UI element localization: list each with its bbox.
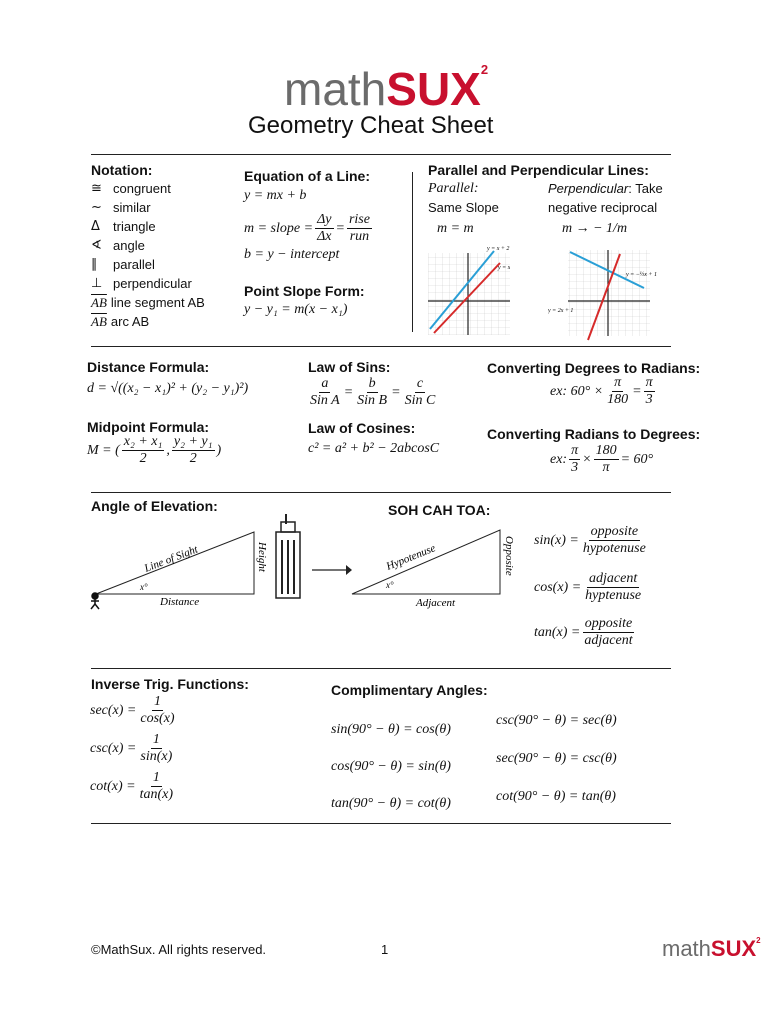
- line-equation-heading: Equation of a Line:: [244, 168, 370, 184]
- opposite-label: Opposite: [503, 536, 515, 576]
- deg-rad-eq: ex: 60° × $\frac{\pi}{180}$ = $\frac{\pi}{3}$: [550, 375, 653, 407]
- parallel-perp-heading: Parallel and Perpendicular Lines:: [428, 162, 649, 178]
- notation-heading: Notation:: [91, 162, 153, 178]
- header-logo: [284, 62, 488, 116]
- parallel-label: Parallel:: [428, 181, 479, 196]
- sin-eq: sin(x) = $\frac{\text{opposite}}{\text{hypotenuse}}$: [534, 524, 646, 556]
- cot-eq: cot(x) = $\frac{1}{\tan(x)}$: [90, 770, 174, 802]
- parallel-eq: m = m: [437, 221, 474, 236]
- sohcahtoa-diagram: [346, 520, 526, 612]
- angle-label: x°: [140, 582, 148, 592]
- person-icon: [91, 593, 99, 609]
- height-label: Height: [256, 542, 268, 572]
- logo-sux-text: SUX: [710, 936, 757, 961]
- adjacent-label: Adjacent: [416, 597, 456, 609]
- point-slope-eq: y − y₁ = m(x − x₁): [244, 302, 348, 317]
- divider: [91, 668, 671, 669]
- notation-item: ∢ angle: [91, 238, 145, 253]
- csc-eq: csc(x) = $\frac{1}{\sin(x)}$: [90, 732, 173, 764]
- notation-item: ∥ parallel: [91, 257, 155, 272]
- angle-label: x°: [386, 580, 394, 590]
- midpoint-eq: M = ( $\frac{\text{x₂ + x₁}}{2}$ , $\frac{\text{y₂ + y₁}}{2}$ ): [87, 434, 222, 466]
- distance-heading: Distance Formula:: [87, 359, 210, 375]
- graph1-label1: y = x + 2: [487, 246, 510, 252]
- complementary-heading: Complimentary Angles:: [331, 682, 488, 698]
- logo-superscript: 2: [756, 936, 761, 945]
- cos-eq: cos(x) = $\frac{\text{adjacent}}{\text{hyptenuse}}$: [534, 571, 642, 603]
- triangle: [352, 530, 500, 594]
- building-icon: [272, 514, 304, 600]
- line-of-sight-label: Line of Sight: [142, 543, 200, 575]
- footer-logo: [662, 936, 761, 962]
- complementary-eq: sec(90° − θ) = csc(θ): [496, 751, 617, 766]
- logo-sux-text: SUX: [386, 63, 481, 115]
- distance-eq: d = √((x₂ − x₁)² + (y₂ − y₁)²): [87, 381, 249, 396]
- complementary-eq: cot(90° − θ) = tan(θ): [496, 789, 616, 804]
- parallel-lines-graph: [428, 243, 510, 335]
- notation-item: ~ similar: [91, 200, 151, 215]
- notation-item: $\overline{AB}$ line segment AB: [91, 294, 205, 310]
- inverse-trig-heading: Inverse Trig. Functions:: [91, 676, 249, 692]
- footer-copyright: ©MathSux. All rights reserved.: [91, 942, 267, 957]
- law-cosines-eq: c² = a² + b² − 2abcosC: [308, 441, 440, 456]
- logo-superscript: 2: [480, 62, 489, 77]
- grid: [568, 250, 650, 336]
- parallel-desc: Same Slope: [428, 200, 499, 215]
- logo-math-text: math: [662, 936, 711, 961]
- notation-item: ≅ congruent: [91, 181, 171, 196]
- perp-eq: m → − 1/m: [562, 221, 628, 236]
- intercept-eq: b = y − intercept: [244, 247, 340, 262]
- complementary-eq: csc(90° − θ) = sec(θ): [496, 713, 617, 728]
- divider: [91, 346, 671, 347]
- complementary-eq: tan(90° − θ) = cot(θ): [331, 796, 451, 811]
- logo-math-text: math: [284, 63, 387, 115]
- line-equation-section: [244, 168, 409, 318]
- divider: [91, 154, 671, 155]
- slope-intercept-eq: y = mx + b: [244, 188, 307, 203]
- notation-item: ⊥ perpendicular: [91, 276, 192, 291]
- page-title: Geometry Cheat Sheet: [248, 112, 494, 139]
- graph1-label2: y = x: [498, 265, 510, 271]
- footer-page-number: 1: [381, 942, 389, 957]
- divider: [91, 492, 671, 493]
- notation-item: Δ triangle: [91, 219, 156, 234]
- notation-section: [91, 162, 241, 331]
- law-cosines-heading: Law of Cosines:: [308, 420, 416, 436]
- perpendicular-lines-graph: [548, 246, 676, 342]
- sec-eq: sec(x) = $\frac{1}{\cos(x)}$: [90, 694, 175, 726]
- complementary-eq: sin(90° − θ) = cos(θ): [331, 722, 451, 737]
- graph2-label1: y = −½x + 1: [626, 272, 657, 278]
- rad-deg-heading: Converting Radians to Degrees:: [487, 426, 701, 442]
- tan-eq: tan(x) = $\frac{\text{opposite}}{\text{adjacent}}$: [534, 616, 633, 648]
- perp-desc: Perpendicular: Take: [548, 181, 663, 196]
- perp-desc-2: negative reciprocal: [548, 200, 658, 215]
- elevation-heading: Angle of Elevation:: [91, 498, 218, 514]
- law-sins-eq: $\frac{a}{\text{Sin A}}$ = $\frac{b}{\text{Sin B}}$ = $\frac{c}{\text{Sin C}}$: [310, 376, 436, 408]
- divider: [91, 823, 671, 824]
- deg-rad-heading: Converting Degrees to Radians:: [487, 360, 701, 376]
- midpoint-heading: Midpoint Formula:: [87, 419, 210, 435]
- rad-deg-eq: ex: $\frac{\pi}{3}$ × $\frac{180}{\pi}$ = 60°: [550, 443, 654, 475]
- point-slope-heading: Point Slope Form:: [244, 283, 365, 299]
- complementary-eq: cos(90° − θ) = sin(θ): [331, 759, 451, 774]
- distance-label: Distance: [160, 596, 200, 608]
- vertical-divider: [412, 172, 413, 332]
- law-sins-heading: Law of Sins:: [308, 359, 391, 375]
- slope-eq: m = slope = $\frac{\Delta y}{\Delta x}$ = $\frac{\text{rise}}{\text{run}}$: [244, 212, 370, 244]
- hypotenuse-label: Hypotenuse: [384, 542, 438, 573]
- sohcahtoa-heading: SOH CAH TOA:: [388, 502, 491, 518]
- graph2-label2: y = 2x + 1: [548, 308, 574, 314]
- notation-item: $\overline{AB}$ arc AB: [91, 313, 150, 329]
